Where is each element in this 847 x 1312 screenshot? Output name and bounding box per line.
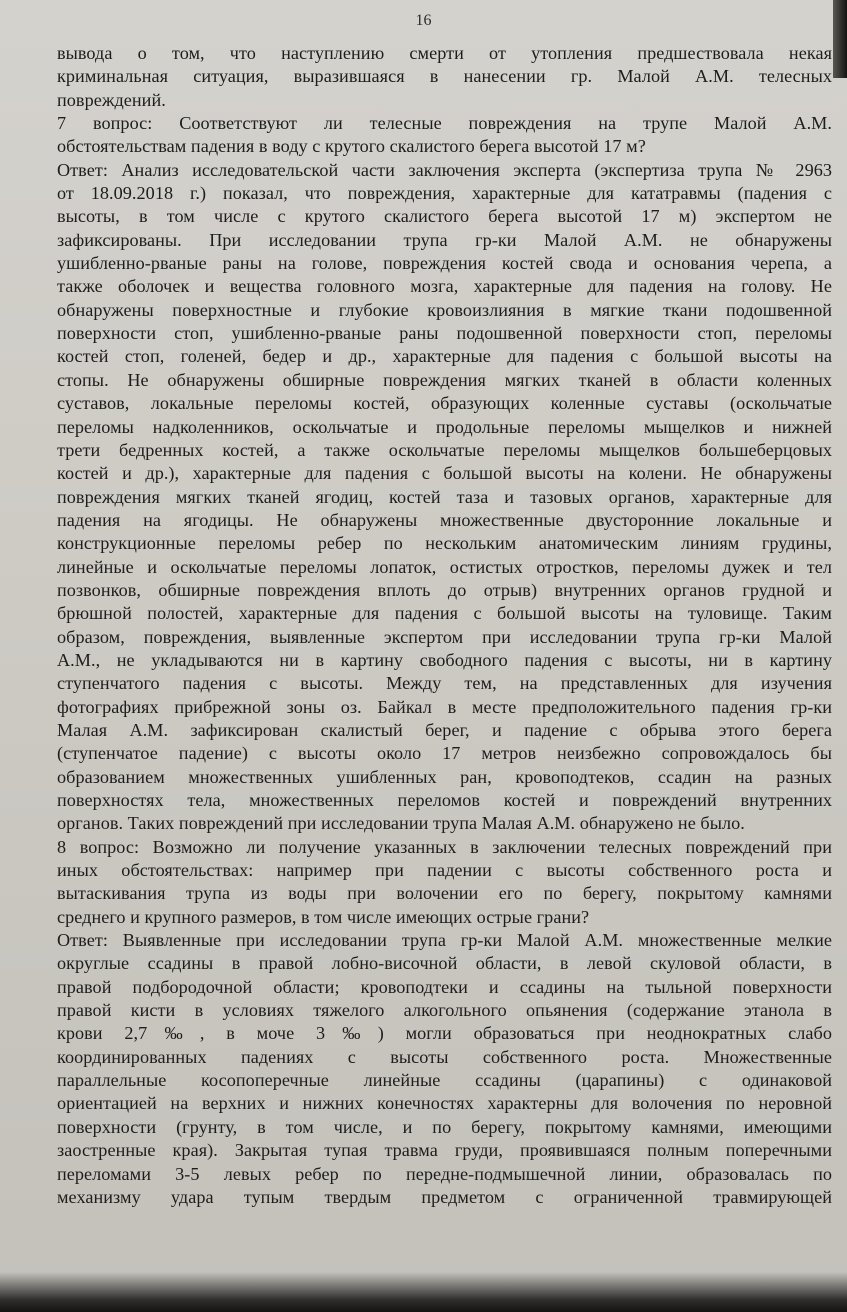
text-line: образованием множественных ушибленных ран, кровоподтеков, ссадин на разных (57, 766, 832, 787)
text-line: Малая А.М. зафиксирован скалистый берег, и падение с обрыва этого берега (57, 719, 832, 740)
text-line: переломы надколенников, оскольчатые и продольные переломы мыщелков и нижней (57, 416, 832, 437)
text-line: конструкционные переломы ребер по нескольким анатомическим линиям грудины, (57, 533, 832, 554)
text-line: ступенчатого падения с высоты. Между тем, на представленных для изучения (57, 673, 832, 694)
text-line: обнаружены поверхностные и глубокие кровоизлияния в мягкие ткани подошвенной (57, 299, 832, 320)
text-line: зафиксированы. При исследовании трупа гр-ки Малой А.М. не обнаружены (57, 229, 832, 250)
text-line: координированных падениях с высоты собственного роста. Множественные (57, 1046, 832, 1067)
page-number: 16 (415, 12, 432, 29)
text-line: крови 2,7‰, в моче 3‰) могли образоваться при неоднократных слабо (57, 1023, 832, 1044)
text-line: Ответ: Анализ исследовательской части заключения эксперта (экспертиза трупа № 2963 (57, 159, 832, 180)
page-edge-shadow (833, 0, 847, 78)
text-line: также оболочек и вещества головного мозга, характерные для падения на голову. Не (57, 276, 832, 297)
text-line: правой кисти в условиях тяжелого алкогольного опьянения (содержание этанола в (57, 1000, 832, 1021)
text-line: Ответ: Выявленные при исследовании трупа гр-ки Малой А.М. множественные мелкие (57, 930, 832, 951)
text-line: ориентацией на верхних и нижних конечностях характерны для волочения по неровной (57, 1093, 832, 1114)
text-line: параллельные косопоперечные линейные ссадины (царапины) с одинаковой (57, 1070, 832, 1091)
text-line: трети бедренных костей, а также оскольчатые переломы мыщелков большеберцовых (57, 439, 832, 460)
text-line: механизму удара тупым твердым предметом с ограниченной травмирующей (57, 1186, 832, 1207)
text-line: вывода о том, что наступлению смерти от утопления предшествовала некая (57, 43, 832, 63)
text-line: брюшной полостей, характерные для падения с большой высоты на туловище. Таким (57, 603, 832, 624)
text-line: правой подбородочной области; кровоподтеки и ссадины на тыльной поверхности (57, 976, 832, 997)
text-line: падения на ягодицы. Не обнаружены множественные двусторонние локальные и (57, 509, 832, 530)
text-line: (ступенчатое падение) с высоты около 17 метров неизбежно сопровождалось бы (57, 743, 832, 764)
text-line: среднего и крупного размеров, в том числе имеющих острые грани? (57, 906, 590, 927)
text-line: костей и др.), характерные для падения с большой высоты на колени. Не обнаружены (57, 463, 832, 484)
text-line: от 18.09.2018 г.) показал, что повреждения, характерные для кататравмы (падения с (57, 183, 832, 204)
text-line: поверхности (грунту, в том числе, и по берегу, покрытому камнями, имеющими (57, 1116, 832, 1137)
text-line: 7 вопрос: Соответствуют ли телесные повреждения на трупе Малой А.М. (57, 113, 832, 134)
text-line: повреждения мягких тканей ягодиц, костей таза и тазовых органов, характерные для (57, 486, 832, 507)
text-line: вытаскивания трупа из воды при волочении его по берегу, покрытому камнями (57, 883, 832, 904)
text-line: образом, повреждения, выявленные экспертом при исследовании трупа гр-ки Малой (57, 626, 832, 647)
text-line: ушибленно-рваные раны на голове, повреждения костей свода и основания черепа, а (57, 253, 832, 274)
text-line: суставов, локальные переломы костей, образующих коленные суставы (оскольчатые (57, 393, 832, 414)
text-line: поверхности стоп, ушибленно-рваные раны подошвенной поверхности стоп, переломы (57, 323, 832, 344)
text-line: заостренные края). Закрытая тупая травма груди, проявившаяся полным поперечными (57, 1140, 832, 1161)
text-line: костей стоп, голеней, бедер и др., характерные для падения с большой высоты на (57, 346, 832, 367)
text-line: криминальная ситуация, выразившаяся в нанесении гр. Малой А.М. телесных (57, 66, 832, 87)
text-line: органов. Таких повреждений при исследовании трупа Малая А.М. обнаружено не было. (57, 813, 745, 834)
text-line: фотографиях прибрежной зоны оз. Байкал в месте предположительного падения гр-ки (57, 696, 832, 717)
text-line: высоты, в том числе с крутого скалистого берега высотой 17 м) экспертом не (57, 206, 832, 227)
text-line: стопы. Не обнаружены обширные повреждения мягких тканей в области коленных (57, 369, 832, 390)
text-line: повреждений. (57, 89, 166, 110)
text-line: А.М., не укладываются ни в картину свободного падения с высоты, ни в картину (57, 649, 832, 670)
text-line: округлые ссадины в правой лобно-височной области, в левой скуловой области, в (57, 953, 832, 974)
text-line: иных обстоятельствах: например при падении с высоты собственного роста и (57, 860, 832, 881)
text-line: линейные и оскольчатые переломы лопаток, остистых отростков, переломы дужек и тел (57, 556, 832, 577)
text-line: поверхностях тела, множественных переломов костей и повреждений внутренних (57, 790, 832, 810)
photo-bottom-edge (0, 1272, 847, 1312)
document-body (57, 42, 832, 1209)
text-line: обстоятельствам падения в воду с крутого скалистого берега высотой 17 м? (57, 136, 646, 157)
text-line: позвонков, обширные повреждения вплоть до отрыв) внутренних органов грудной и (57, 579, 832, 600)
text-line: переломами 3-5 левых ребер по передне-подмышечной линии, образовалась по (57, 1163, 832, 1184)
text-line: 8 вопрос: Возможно ли получение указанных в заключении телесных повреждений при (57, 836, 832, 857)
